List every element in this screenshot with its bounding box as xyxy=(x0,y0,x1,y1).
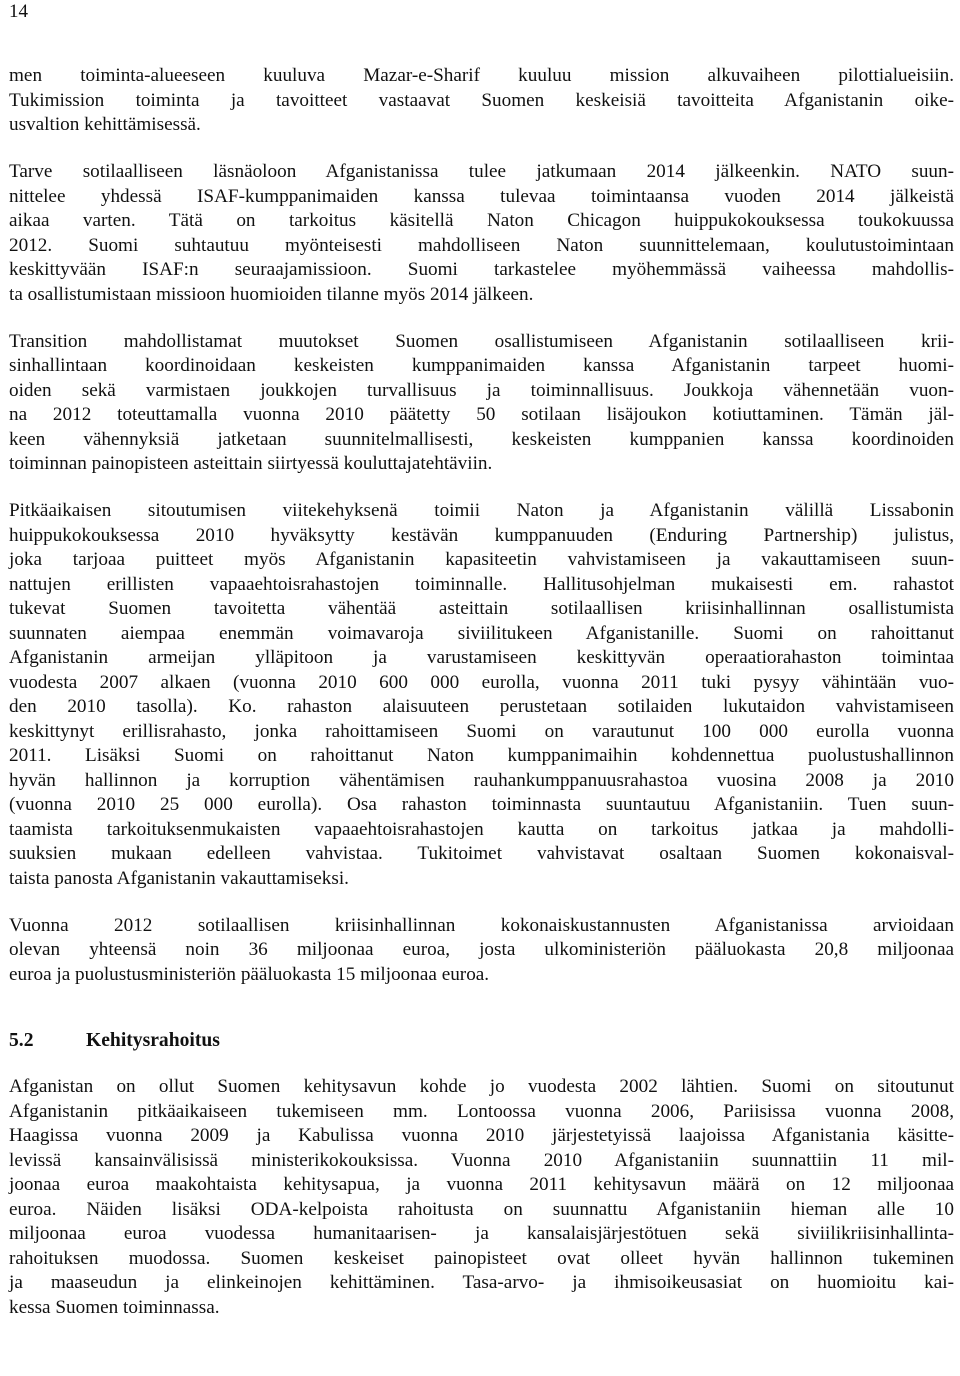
text-line: kessa Suomen toiminnassa. xyxy=(9,1296,220,1318)
paragraph-1 xyxy=(9,64,954,138)
text-line: nattujen erillisten vapaaehtoisrahastojen toiminnalle. Hallitusohjelman mukaisesti em. rahastot xyxy=(9,573,954,595)
paragraph-2 xyxy=(9,160,954,307)
section-heading xyxy=(9,1028,954,1053)
page-number: 14 xyxy=(9,1,28,22)
text-line: hyvän hallinnon ja korruption vähentämisen rauhankumppanuusrahastoa vuosina 2008 ja 2010 xyxy=(9,769,954,791)
text-line: men toiminta-alueeseen kuuluva Mazar-e-Sharif kuuluu mission alkuvaiheen pilottialueisiin. xyxy=(9,65,954,86)
paragraph-5 xyxy=(9,914,954,988)
text-line: Vuonna 2012 sotilaallisen kriisinhallinnan kokonaiskustannusten Afganistanissa arvioidaan xyxy=(9,914,954,936)
paragraph-4 xyxy=(9,499,954,891)
text-line: miljoonaa euroa vuodessa humanitaarisen- ja kansalaisjärjestötuen sekä siviilikriisinhallinta- xyxy=(9,1223,954,1244)
text-line: joka tarjoaa puitteet myös Afganistanin kapasiteetin vahvistamiseen ja vakauttamiseen suun- xyxy=(9,549,954,570)
text-line: oiden sekä varmistaen joukkojen turvallisuus ja toiminnallisuus. Joukkoja vähennetään vuon- xyxy=(9,379,954,401)
text-line: aikaa varten. Tätä on tarkoitus käsitellä Naton Chicagon huippukokouksessa toukokuussa xyxy=(9,210,954,231)
paragraph-3 xyxy=(9,330,954,477)
text-line: Afganistanin armeijan ylläpitoon ja varustamiseen keskittyvän operaatiorahaston toimintaa xyxy=(9,647,954,668)
text-line: rahoituksen muodossa. Suomen keskeiset painopisteet ovat olleet hyvän hallinnon tukeminen xyxy=(9,1247,954,1269)
text-line: (vuonna 2010 25 000 eurolla). Osa rahaston toiminnasta suuntautuu Afganistaniin. Tuen suun- xyxy=(9,794,954,815)
text-line: keskittyvään ISAF:n seuraajamissioon. Suomi tarkastelee myöhemmässä vaiheessa mahdollis- xyxy=(9,259,954,280)
text-line: usvaltion kehittämisessä. xyxy=(9,114,201,135)
text-line: suuksien mukaan edelleen vahvistaa. Tukitoimet vahvistavat osaltaan Suomen kokonaisval- xyxy=(9,843,954,864)
text-line: taista panosta Afganistanin vakauttamiseksi. xyxy=(9,867,349,889)
text-line: Tarve sotilaalliseen läsnäoloon Afganistanissa tulee jatkumaan 2014 jälkeenkin. NATO suun- xyxy=(9,161,954,182)
text-line: joonaa euroa maakohtaista kehitysapua, ja vuonna 2011 kehitysavun määrä on 12 miljoonaa xyxy=(9,1174,954,1195)
text-line: levissä kansainvälisissä ministerikokouksissa. Vuonna 2010 Afganistaniin suunnattiin 11 mil- xyxy=(9,1149,954,1171)
text-line: toiminnan painopisteen asteittain siirtyessä kouluttajatehtäviin. xyxy=(9,453,493,474)
text-line: euroa. Näiden lisäksi ODA-kelpoista rahoitusta on suunnattu Afganistaniin hieman alle 10 xyxy=(9,1198,954,1220)
text-line: nittelee yhdessä ISAF-kumppanimaiden kanssa tulevaa toimintaansa vuoden 2014 jälkeistä xyxy=(9,185,954,207)
text-line: Afganistanin pitkäaikaiseen tukemiseen mm. Lontoossa vuonna 2006, Pariisissa vuonna 2008, xyxy=(9,1100,954,1122)
text-line: tukevat Suomen tavoitetta vähentää asteittain sotilaallisen kriisinhallinnan osallistumista xyxy=(9,598,954,619)
text-line: Haagissa vuonna 2009 ja Kabulissa vuonna 2010 järjestetyissä laajoissa Afganistania käsitte- xyxy=(9,1125,954,1146)
text-line: 2012. Suomi suhtautuu myönteisesti mahdolliseen Naton suunnittelemaan, koulutustoimintaan xyxy=(9,234,954,256)
section-paragraph xyxy=(9,1075,954,1320)
document-body xyxy=(9,64,954,1320)
text-line: ta osallistumistaan missioon huomioiden tilanne myös 2014 jälkeen. xyxy=(9,283,534,305)
text-line: olevan yhteensä noin 36 miljoonaa euroa, josta ulkoministeriön pääluokasta 20,8 miljoonaa xyxy=(9,939,954,960)
text-line: ja maaseudun ja elinkeinojen kehittäminen. Tasa-arvo- ja ihmisoikeusasiat on huomioitu kai- xyxy=(9,1272,954,1293)
text-line: keen vähennyksiä jatketaan suunnitelmallisesti, keskeisten kumppanien kanssa koordinoiden xyxy=(9,428,954,450)
text-line: 2011. Lisäksi Suomi on rahoittanut Naton kumppanimaihin kohdennettua puolustushallinnon xyxy=(9,745,954,766)
text-line: Tukimission toiminta ja tavoitteet vastaavat Suomen keskeisiä tavoitteita Afganistanin oike- xyxy=(9,89,954,111)
text-line: euroa ja puolustusministeriön pääluokasta 15 miljoonaa euroa. xyxy=(9,963,490,985)
text-line: sinhallintaan koordinoidaan keskeisten kumppanimaiden kanssa Afganistanin tarpeet huomi- xyxy=(9,355,954,376)
text-line: den 2010 tasolla). Ko. rahaston alaisuuteen perustetaan sotilaiden lukutaidon vahvistamiseen xyxy=(9,696,954,717)
text-line: huippukokouksessa 2010 hyväksytty kestävän kumppanuuden (Enduring Partnership) julistus, xyxy=(9,524,954,546)
text-line: Transition mahdollistamat muutokset Suomen osallistumiseen Afganistanin sotilaalliseen krii- xyxy=(9,330,954,352)
text-line: vuodesta 2007 alkaen (vuonna 2010 600 000 eurolla, vuonna 2011 tuki pysyy vähintään vuo- xyxy=(9,671,954,693)
text-line: suunnaten aiempaa enemmän voimavaroja siviilitukeen Afganistanille. Suomi on rahoittanut xyxy=(9,622,954,644)
section-title: Kehitysrahoitus xyxy=(86,1030,220,1051)
text-line: keskittynyt erillisrahasto, jonka rahoittamiseen Suomi on varautunut 100 000 eurolla vuonna xyxy=(9,720,954,742)
text-line: Pitkäaikaisen sitoutumisen viitekehyksenä toimii Naton ja Afganistanin välillä Lissabonin xyxy=(9,500,954,521)
text-line: taamista tarkoituksenmukaisten vapaaehtoisrahastojen kautta on tarkoitus jatkaa ja mahdolli- xyxy=(9,818,954,840)
text-line: na 2012 toteuttamalla vuonna 2010 päätetty 50 sotilaan lisäjoukon kotiuttaminen. Tämän jäl- xyxy=(9,404,954,425)
section-number: 5.2 xyxy=(9,1030,34,1051)
text-line: Afganistan on ollut Suomen kehitysavun kohde jo vuodesta 2002 lähtien. Suomi on sitoutunut xyxy=(9,1076,954,1097)
